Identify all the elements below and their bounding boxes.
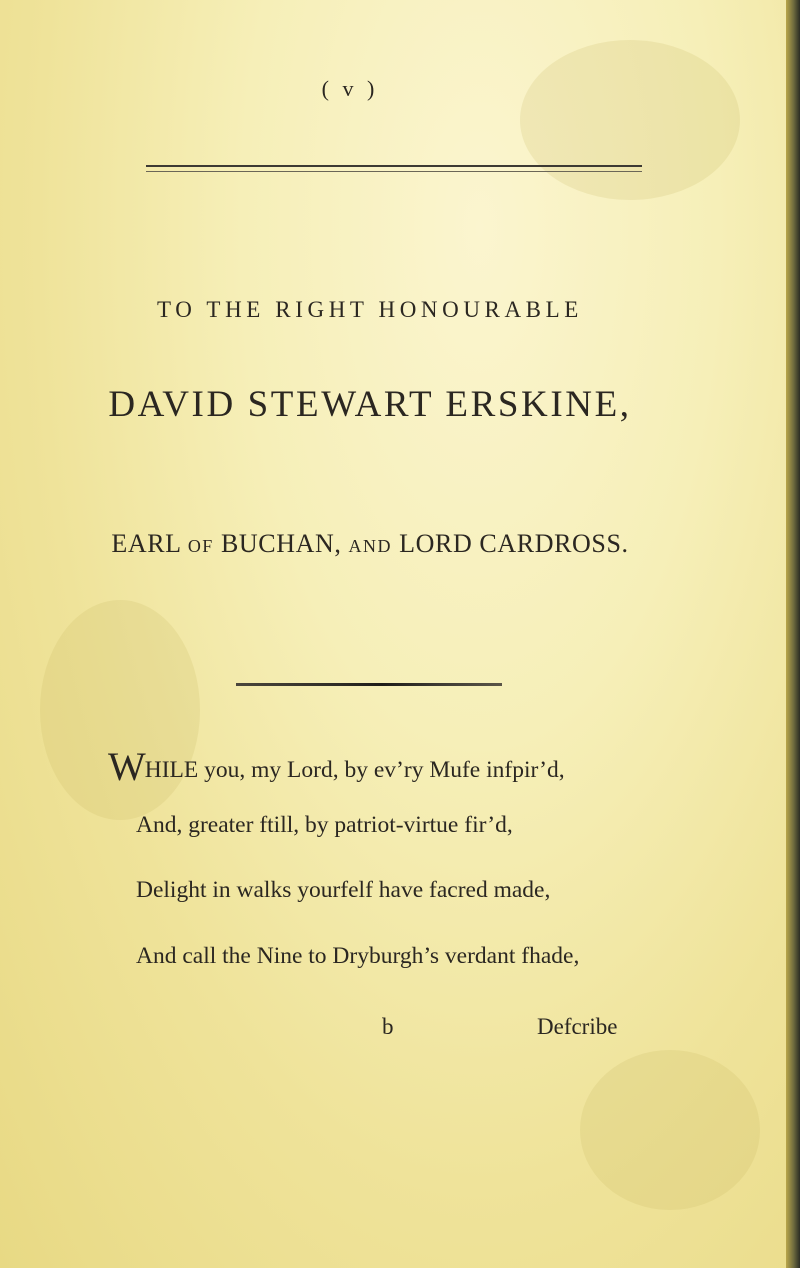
top-rule: [146, 165, 642, 172]
verse-line-4: And call the Nine to Dryburgh’s verdant fhade,: [136, 943, 580, 969]
page-number: ( v ): [321, 76, 379, 101]
drop-cap: W: [108, 744, 146, 789]
title-of: OF: [187, 536, 214, 556]
title-lord-cardross: LORD CARDROSS.: [399, 529, 629, 558]
catchword: Defcribe: [537, 1014, 618, 1039]
dedication-heading: TO THE RIGHT HONOURABLE: [157, 297, 583, 322]
verse-line-1-text: HILE you, my Lord, by ev’ry Mufe infpir’d,: [144, 757, 565, 783]
title-and: AND: [348, 536, 393, 556]
signature-mark: b: [382, 1014, 394, 1039]
verse-line-2: And, greater ftill, by patriot-virtue fir’d,: [136, 812, 513, 838]
title-buchan: BUCHAN,: [220, 529, 342, 558]
dedicatee-titles: [0, 529, 740, 559]
paper-stain: [520, 40, 740, 200]
paper-stain: [580, 1050, 760, 1210]
verse-line-1: [108, 744, 668, 789]
middle-rule: [236, 683, 502, 686]
page-edge-shadow: [786, 0, 800, 1268]
dedicatee-name: DAVID STEWART ERSKINE,: [108, 384, 632, 425]
title-earl: EARL: [111, 529, 181, 558]
verse-line-3: Delight in walks yourfelf have facred made,: [136, 877, 551, 903]
